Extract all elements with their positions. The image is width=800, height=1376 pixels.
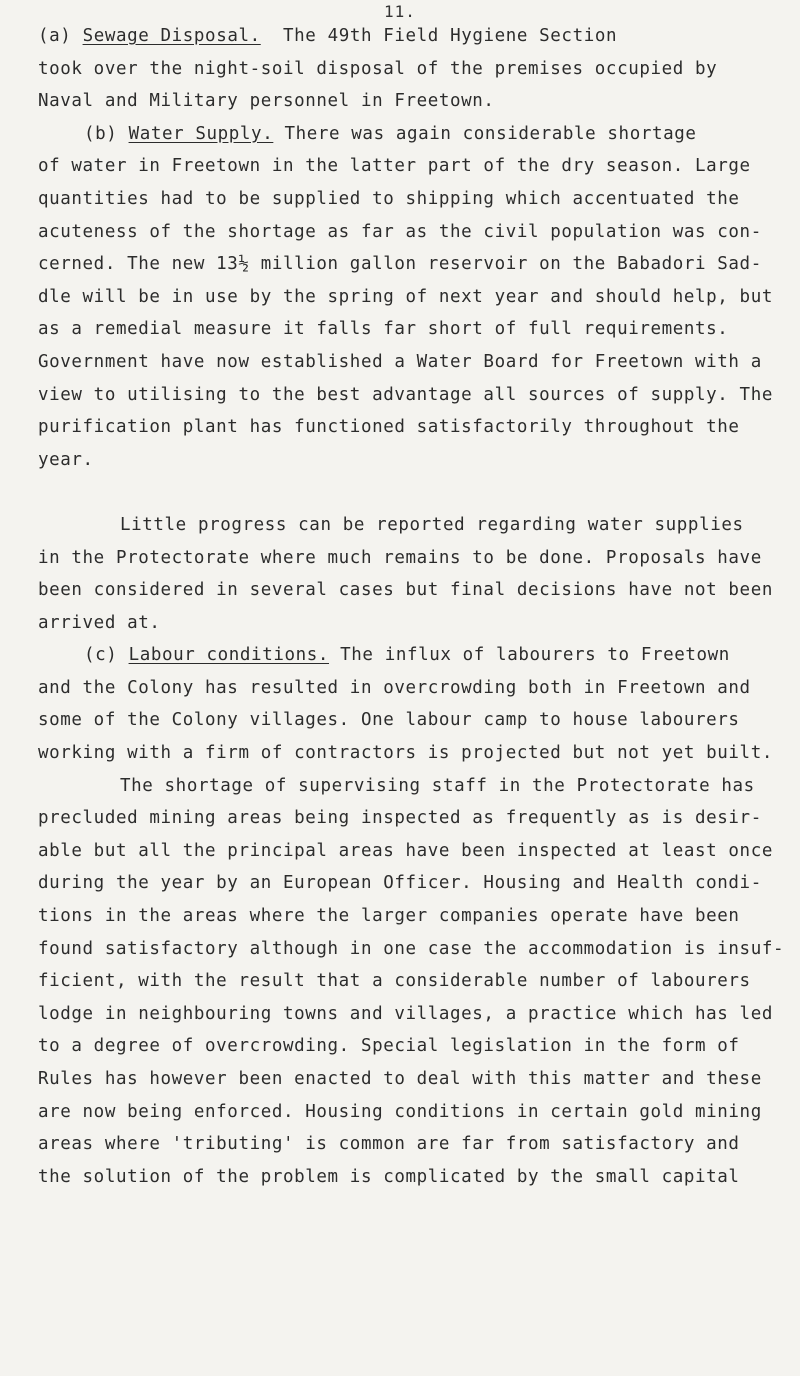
paragraph-c2-line: ficient, with the result that a considerable number of labourers [38,971,751,992]
paragraph-c2-line: tions in the areas where the larger companies operate have been [38,906,740,927]
paragraph-b-line: cerned. The new 13½ million gallon reservoir on the Babadori Sad- [38,254,762,275]
paragraph-b-heading: Water Supply. [128,123,274,144]
paragraph-c2-line: areas where 'tributing' is common are far from satisfactory and [38,1134,740,1155]
paragraph-b2-line: in the Protectorate where much remains to be done. Proposals have [38,547,762,568]
paragraph-a-line: took over the night-soil disposal of the premises occupied by [38,58,718,79]
paragraph-spacer [38,476,794,509]
paragraph-c-line: and the Colony has resulted in overcrowding both in Freetown and [38,677,751,698]
paragraph-a-line: The 49th Field Hygiene Section [283,26,618,46]
paragraph-c-line: some of the Colony villages. One labour camp to house labourers [38,710,740,731]
paragraph-b-line: Government have now established a Water Board for Freetown with a [38,351,762,372]
paragraph-b2-line: arrived at. [38,612,161,633]
paragraph-c-line: working with a firm of contractors is projected but not yet built. [38,743,773,764]
paragraph-c2-line: during the year by an European Officer. Housing and Health condi- [38,873,762,894]
paragraph-a-heading: Sewage Disposal. [82,26,261,46]
paragraph-c-first-line [38,639,794,672]
paragraph-c2-line: to a degree of overcrowding. Special legislation in the form of [38,1036,740,1057]
paragraph-b2-line: been considered in several cases but final decisions have not been [38,580,773,601]
paragraph-b-line: acuteness of the shortage as far as the civil population was con- [38,221,762,242]
paragraph-c2-line: are now being enforced. Housing conditions in certain gold mining [38,1101,762,1122]
paragraph-c2-line: precluded mining areas being inspected as frequently as is desir- [38,808,762,829]
paragraph-c-heading: Labour conditions. [128,645,330,666]
paragraph-a-line: Naval and Military personnel in Freetown. [38,91,495,112]
paragraph-b-line: view to utilising to the best advantage all sources of supply. The [38,384,773,405]
paragraph-c2-line: Rules has however been enacted to deal with this matter and these [38,1069,762,1089]
paragraph-c-label: (c) [84,645,118,666]
paragraph-c2-line: the solution of the problem is complicated by the small capital [38,1166,740,1187]
paragraph-b-line: as a remedial measure it falls far short of full requirements. [38,319,729,340]
paragraph-b2-line: Little progress can be reported regarding water supplies [120,514,744,535]
paragraph-c2-line: The shortage of supervising staff in the Protectorate has [120,775,755,796]
paragraph-b-line: purification plant has functioned satisfactorily throughout the [38,417,740,438]
document-body [38,20,794,1193]
paragraph-b-line: dle will be in use by the spring of next year and should help, but [38,286,773,307]
paragraph-a-first-line [38,20,794,53]
paragraph-c-line: The influx of labourers to Freetown [340,645,730,666]
paragraph-b-first-line [38,118,794,151]
paragraph-b-label: (b) [84,123,118,144]
page-number: 11. [384,2,416,21]
paragraph-c2-line: lodge in neighbouring towns and villages, a practice which has led [38,1003,773,1024]
paragraph-b-line: year. [38,449,94,470]
paragraph-b-line: of water in Freetown in the latter part of the dry season. Large [38,156,751,177]
paragraph-c2-line: found satisfactory although in one case the accommodation is insuf- [38,938,785,959]
paragraph-b-line: There was again considerable shortage [284,123,697,144]
paragraph-b-line: quantities had to be supplied to shipping which accentuated the [38,188,740,209]
paragraph-c2-line: able but all the principal areas have been inspected at least once [38,840,773,861]
paragraph-a-label: (a) [38,26,72,46]
